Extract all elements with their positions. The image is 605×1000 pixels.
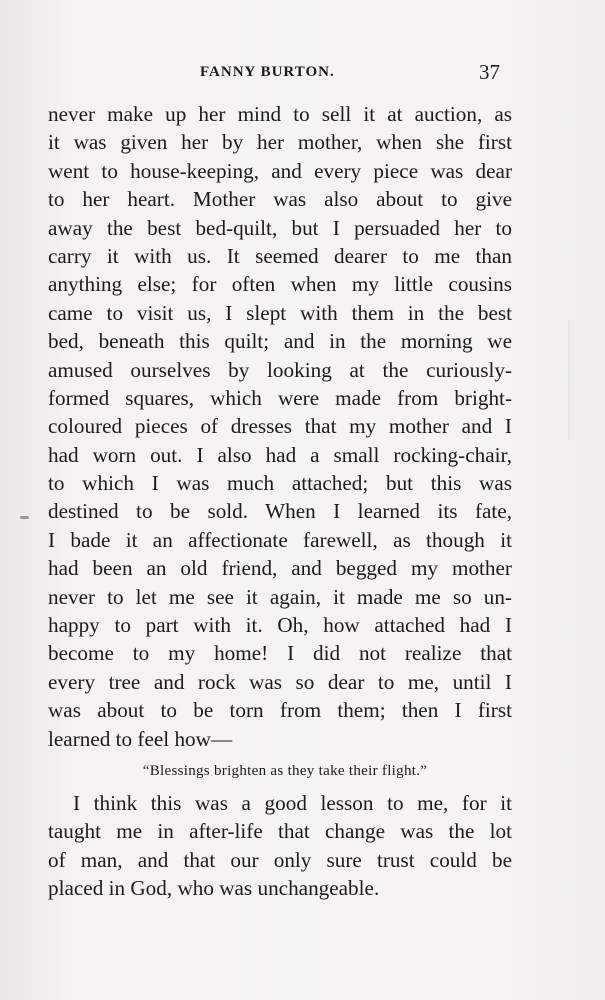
text-line: become to my home! I did not realize that: [48, 641, 512, 666]
text-line: never make up her mind to sell it at auction, as: [48, 102, 512, 126]
text-line: taught me in after-life that change was the lot: [48, 819, 512, 844]
text-line: formed squares, which were made from bright-: [48, 385, 512, 410]
text-line: destined to be sold. When I learned its fate,: [48, 499, 512, 524]
text-line: of man, and that our only sure trust could be: [48, 847, 512, 872]
margin-mark: [20, 516, 29, 519]
text-line: away the best bed-quilt, but I persuaded her to: [48, 215, 512, 240]
text-line: had been an old friend, and begged my mother: [48, 556, 512, 581]
text-line: every tree and rock was so dear to me, until I: [48, 669, 512, 694]
text-line: bed, beneath this quilt; and in the morning we: [48, 329, 512, 354]
text-line: had worn out. I also had a small rocking-chair,: [48, 442, 512, 467]
text-line: it was given her by her mother, when she first: [48, 130, 512, 155]
text-line: I bade it an affectionate farewell, as though it: [48, 527, 512, 552]
body-text: [48, 100, 512, 903]
running-title: FANNY BURTON.: [200, 64, 335, 80]
text-line: carry it with us. It seemed dearer to me than: [48, 243, 512, 268]
running-head: [0, 60, 605, 86]
text-line: placed in God, who was unchangeable.: [48, 876, 380, 901]
block-quotation: “Blessings brighten as they take their flight.”: [142, 762, 428, 779]
text-line: coloured pieces of dresses that my mother and I: [48, 414, 512, 439]
page-shadow: [568, 320, 570, 440]
text-line: was about to be torn from them; then I first: [48, 698, 512, 723]
text-line: to her heart. Mother was also about to give: [48, 187, 512, 212]
text-line: went to house-keeping, and every piece was dear: [48, 158, 512, 183]
text-line: learned to feel how—: [48, 726, 233, 751]
text-line: happy to part with it. Oh, how attached had I: [48, 613, 512, 638]
text-line: to which I was much attached; but this was: [48, 471, 512, 496]
text-line: anything else; for often when my little cousins: [48, 272, 512, 297]
text-line: I think this was a good lesson to me, for it: [73, 790, 512, 815]
text-line: came to visit us, I slept with them in the best: [48, 300, 512, 325]
page-number: 37: [479, 60, 500, 84]
text-line: amused ourselves by looking at the curiously-: [48, 357, 512, 382]
text-line: never to let me see it again, it made me so un-: [48, 584, 512, 609]
